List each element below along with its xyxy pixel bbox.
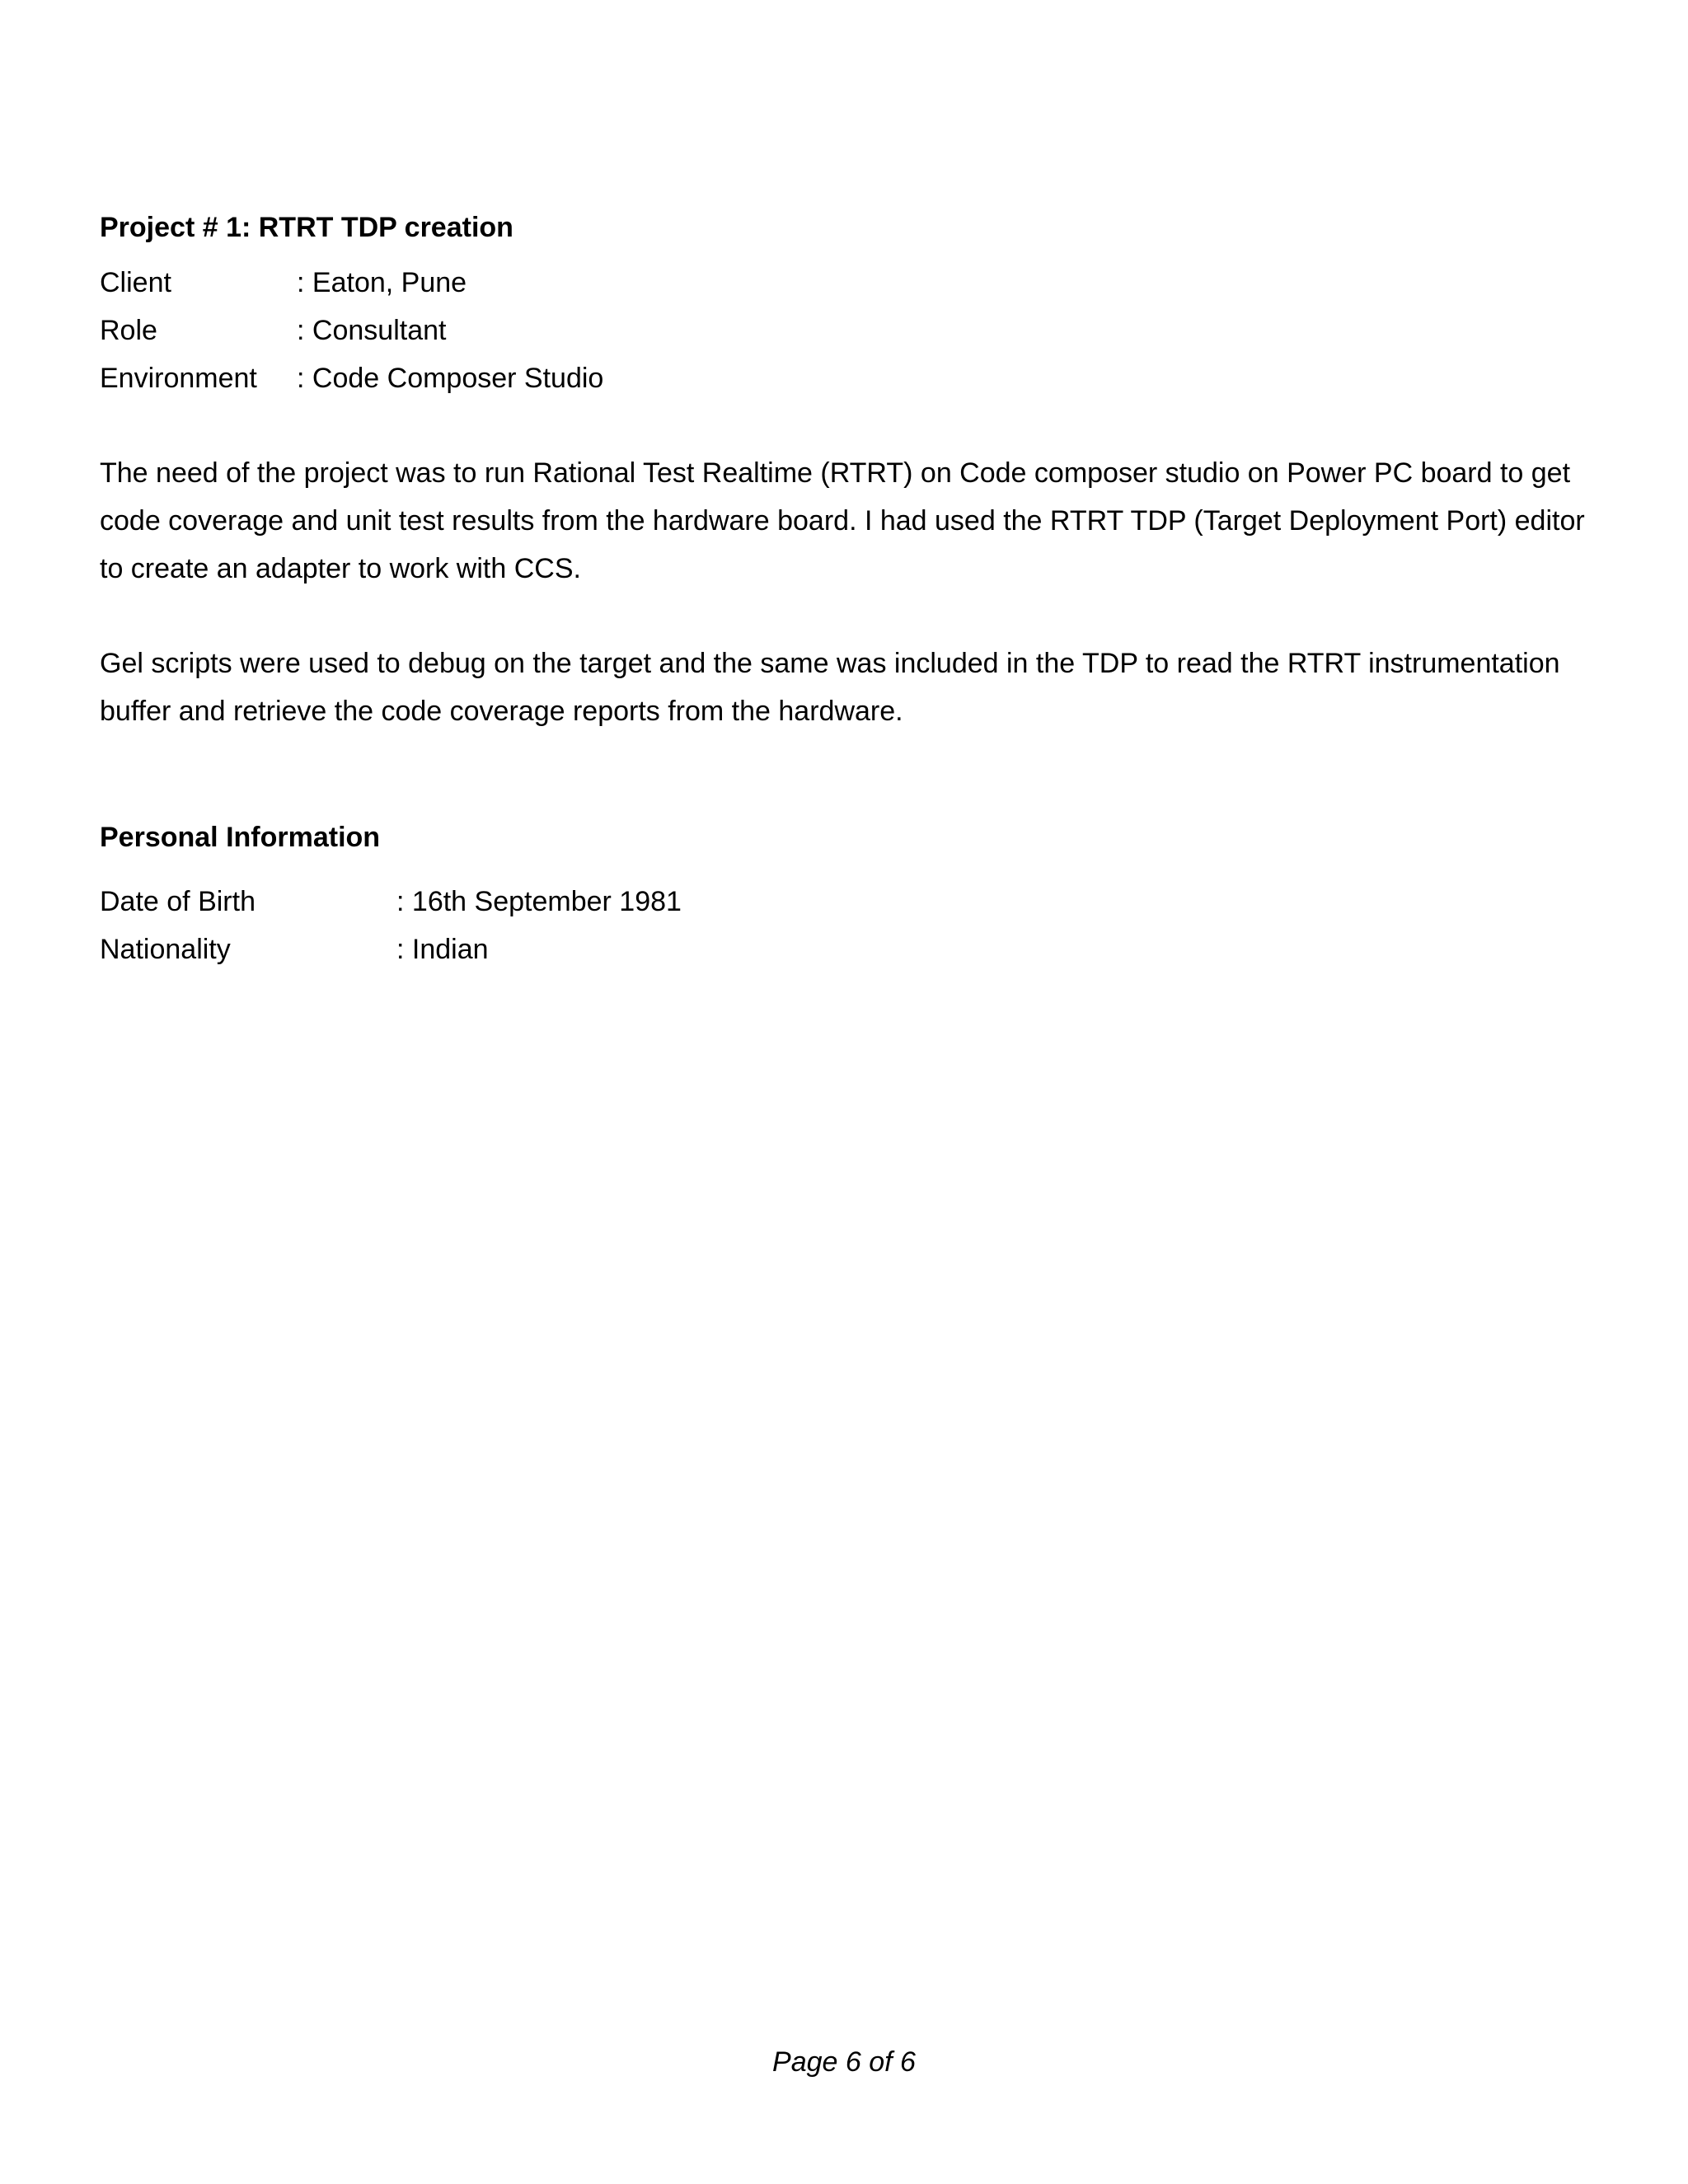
project-title: Project # 1: RTRT TDP creation (100, 212, 513, 243)
project-details-paragraph: Gel scripts were used to debug on the target and the same was included in the TDP to read the RTRT instrumentation buffer and retrieve the code coverage reports from the hardware. (100, 648, 1560, 727)
date-of-birth-label: Date of Birth (100, 886, 256, 917)
role-label: Role (100, 315, 157, 346)
client-label: Client (100, 267, 171, 298)
environment-value: : Code Composer Studio (297, 362, 603, 395)
nationality-value: : Indian (396, 933, 489, 966)
date-of-birth-value: : 16th September 1981 (396, 885, 682, 918)
role-value: : Consultant (297, 314, 446, 347)
client-value: : Eaton, Pune (297, 266, 467, 299)
project-description-paragraph: The need of the project was to run Rational Test Realtime (RTRT) on Code composer studio on Power PC board to get code coverage and unit test results from the hardware board. I had used the RTRT TDP (Target Deployment Port) editor to create an adapter to work with CCS. (100, 457, 1585, 584)
environment-label: Environment (100, 363, 257, 394)
page-number-footer: Page 6 of 6 (772, 2046, 916, 2078)
personal-information-heading: Personal Information (100, 822, 381, 853)
nationality-label: Nationality (100, 934, 231, 965)
